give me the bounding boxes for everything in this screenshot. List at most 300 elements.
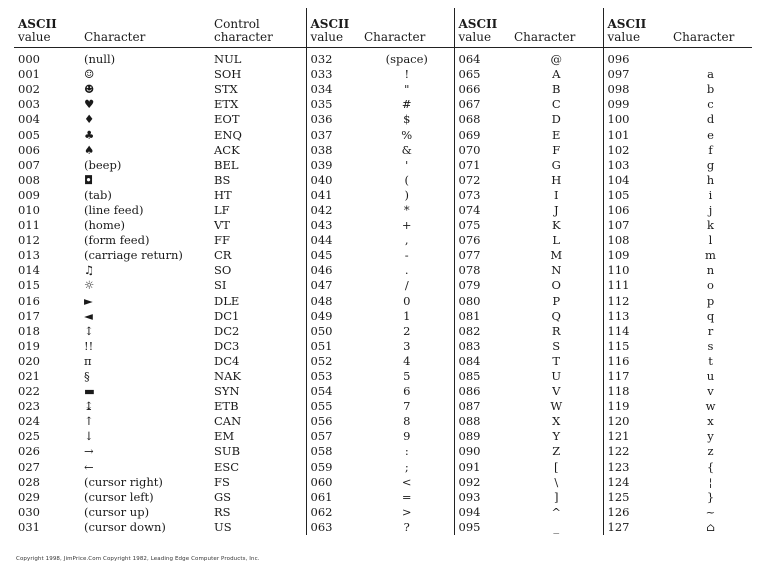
control-character-cell: VT	[214, 218, 230, 233]
character-cell: %	[401, 127, 413, 142]
character-cell: U	[551, 369, 562, 384]
table-row	[14, 294, 752, 309]
ascii-value-cell: 060	[306, 475, 360, 490]
ascii-value-cell: 059	[306, 460, 360, 475]
control-character-cell: NAK	[214, 369, 241, 384]
ascii-value-cell: 041	[306, 188, 360, 203]
ascii-value-cell: 009	[18, 187, 40, 202]
ascii-value-cell: 046	[306, 263, 360, 278]
table-row	[14, 505, 752, 520]
table-row	[14, 399, 752, 414]
control-character-cell: RS	[214, 504, 231, 519]
character-cell: <	[401, 474, 412, 489]
character-cell: (cursor left)	[84, 489, 154, 504]
ascii-value-cell: 071	[454, 158, 510, 173]
character-cell: =	[401, 489, 412, 504]
ascii-value-cell: 073	[454, 188, 510, 203]
character-cell: .	[404, 263, 409, 278]
table-row	[14, 158, 752, 173]
ascii-value-cell: 061	[306, 490, 360, 505]
ascii-value-cell: 057	[306, 429, 360, 444]
character-cell: f	[708, 142, 713, 157]
ascii-value-cell: 055	[306, 399, 360, 414]
col-header-character-1: Character	[360, 8, 454, 48]
character-cell: G	[551, 157, 561, 172]
character-cell: K	[551, 218, 561, 233]
ascii-value-cell: 021	[18, 369, 40, 384]
control-character-cell: DC3	[214, 338, 240, 353]
control-character-cell: EOT	[214, 112, 240, 127]
character-cell: ♠	[84, 142, 95, 157]
character-cell: @	[550, 52, 562, 67]
character-cell: 4	[403, 353, 411, 368]
ascii-value-cell: 080	[454, 294, 510, 309]
character-cell: m	[705, 248, 716, 263]
ascii-value-cell: 100	[603, 112, 669, 127]
character-cell: +	[401, 218, 412, 233]
character-cell: (carriage return)	[84, 248, 183, 263]
character-cell: S	[552, 338, 561, 353]
character-cell: u	[706, 369, 715, 384]
control-character-cell: ETX	[214, 97, 239, 112]
character-cell: #	[401, 97, 412, 112]
ascii-value-cell: 024	[18, 414, 40, 429]
ascii-value-cell: 122	[603, 444, 669, 459]
ascii-value-cell: 095	[454, 520, 510, 535]
character-cell: ↑	[84, 414, 94, 429]
character-cell: e	[707, 127, 714, 142]
control-character-cell: STX	[214, 82, 238, 97]
copyright-footer: Copyright 1998, JimPrice.Com Copyright 1982, Leading Edge Computer Products, Inc.	[16, 556, 260, 562]
table-row	[14, 248, 752, 263]
ascii-value-cell: 116	[603, 354, 669, 369]
table-row	[14, 460, 752, 475]
ascii-value-cell: 104	[603, 173, 669, 188]
character-cell: B	[552, 82, 561, 97]
character-cell: N	[551, 263, 562, 278]
col-header-character-3: Character	[669, 8, 752, 48]
character-cell: ←	[84, 459, 94, 474]
character-cell: (home)	[84, 218, 126, 233]
ascii-value-cell: 097	[603, 67, 669, 82]
table-row	[14, 444, 752, 459]
ascii-value-cell: 114	[603, 324, 669, 339]
character-cell: Y	[552, 429, 561, 444]
ascii-value-cell: 027	[18, 459, 40, 474]
ascii-value-cell: 086	[454, 384, 510, 399]
character-cell: ♥	[84, 97, 95, 112]
ascii-value-cell: 007	[18, 157, 40, 172]
character-cell: ◘	[84, 172, 94, 187]
ascii-value-cell: 106	[603, 203, 669, 218]
character-cell: (cursor up)	[84, 504, 150, 519]
ascii-value-cell: 045	[306, 248, 360, 263]
table-row	[14, 112, 752, 127]
col-header-ascii-value-0: ASCII value	[14, 8, 80, 48]
character-cell: V	[552, 384, 561, 399]
ascii-value-cell: 094	[454, 505, 510, 520]
ascii-value-cell: 064	[454, 48, 510, 68]
character-cell	[669, 48, 752, 68]
character-cell: ¦	[708, 474, 713, 489]
ascii-value-cell: 040	[306, 173, 360, 188]
character-cell: 2	[403, 323, 411, 338]
ascii-value-cell: 065	[454, 67, 510, 82]
character-cell: T	[552, 353, 561, 368]
character-cell: 6	[403, 384, 411, 399]
ascii-value-cell: 043	[306, 218, 360, 233]
character-cell: ]	[554, 489, 559, 504]
ascii-value-cell: 099	[603, 97, 669, 112]
ascii-value-cell: 037	[306, 127, 360, 142]
ascii-value-cell: 011	[18, 218, 40, 233]
ascii-value-cell: 127	[603, 520, 669, 535]
character-cell: &	[401, 142, 412, 157]
ascii-value-cell: 030	[18, 504, 40, 519]
character-cell: Z	[552, 444, 561, 459]
control-character-cell: NUL	[214, 52, 242, 67]
character-cell: x	[707, 414, 714, 429]
character-cell: (null)	[84, 52, 116, 67]
ascii-value-cell: 092	[454, 475, 510, 490]
ascii-value-cell: 049	[306, 309, 360, 324]
ascii-chart-page	[14, 8, 762, 562]
character-cell: J	[553, 202, 559, 217]
ascii-value-cell: 020	[18, 353, 40, 368]
ascii-value-cell: 110	[603, 263, 669, 278]
character-cell: (cursor down)	[84, 519, 166, 534]
ascii-value-cell: 090	[454, 444, 510, 459]
character-cell: (	[404, 172, 409, 187]
ascii-value-cell: 068	[454, 112, 510, 127]
ascii-value-cell: 113	[603, 309, 669, 324]
ascii-value-cell: 017	[18, 308, 40, 323]
ascii-value-cell: 062	[306, 505, 360, 520]
character-cell: ♣	[84, 127, 95, 142]
control-character-cell: ACK	[214, 142, 240, 157]
character-cell: {	[706, 459, 715, 474]
ascii-value-cell: 012	[18, 233, 40, 248]
ascii-value-cell: 096	[603, 48, 669, 68]
ascii-value-cell: 125	[603, 490, 669, 505]
character-cell: ☺	[84, 67, 95, 82]
character-cell: 1	[403, 308, 411, 323]
character-cell: ,	[404, 233, 409, 248]
character-cell: ◄	[84, 308, 93, 323]
character-cell: y	[707, 429, 714, 444]
control-character-cell: LF	[214, 202, 230, 217]
character-cell: 9	[403, 429, 411, 444]
ascii-value-cell: 058	[306, 444, 360, 459]
table-row	[14, 339, 752, 354]
ascii-value-cell: 063	[306, 520, 360, 535]
control-character-cell: DC4	[214, 353, 240, 368]
ascii-value-cell: 098	[603, 82, 669, 97]
table-row	[14, 309, 752, 324]
ascii-table	[14, 8, 752, 535]
table-row	[14, 218, 752, 233]
character-cell: ^	[551, 504, 562, 519]
ascii-value-cell: 075	[454, 218, 510, 233]
control-character-cell: US	[214, 519, 232, 534]
ascii-value-cell: 052	[306, 354, 360, 369]
character-cell: ?	[403, 519, 410, 534]
ascii-value-cell: 038	[306, 143, 360, 158]
character-cell: o	[707, 278, 714, 293]
character-cell: ♦	[84, 112, 95, 127]
ascii-value-cell: 000	[18, 52, 40, 67]
table-row	[14, 127, 752, 142]
character-cell: n	[706, 263, 715, 278]
character-cell: !!	[84, 338, 94, 353]
character-cell: l	[708, 233, 713, 248]
character-cell: Q	[551, 308, 561, 323]
col-header-control-character: Control character	[210, 8, 306, 48]
table-row	[14, 188, 752, 203]
character-cell: )	[404, 187, 409, 202]
character-cell: ☻	[84, 82, 95, 97]
table-row	[14, 67, 752, 82]
ascii-value-cell: 034	[306, 82, 360, 97]
ascii-value-cell: 053	[306, 369, 360, 384]
ascii-value-cell: 079	[454, 278, 510, 293]
ascii-value-cell: 005	[18, 127, 40, 142]
character-cell: P	[552, 293, 561, 308]
ascii-value-cell: 108	[603, 233, 669, 248]
table-row	[14, 384, 752, 399]
character-cell: ►	[84, 293, 93, 308]
control-character-cell: SYN	[214, 384, 240, 399]
ascii-value-cell: 018	[18, 323, 40, 338]
ascii-value-cell: 056	[306, 414, 360, 429]
ascii-value-cell: 016	[18, 293, 40, 308]
character-cell: ⌂	[706, 519, 715, 534]
character-cell: ▬	[84, 384, 95, 399]
ascii-value-cell: 051	[306, 339, 360, 354]
character-cell: $	[403, 112, 411, 127]
character-cell: (tab)	[84, 187, 112, 202]
ascii-value-cell: 015	[18, 278, 40, 293]
ascii-value-cell: 102	[603, 143, 669, 158]
ascii-value-cell: 076	[454, 233, 510, 248]
character-cell: !	[404, 67, 410, 82]
table-row	[14, 490, 752, 505]
ascii-value-cell: 105	[603, 188, 669, 203]
character-cell: >	[401, 504, 412, 519]
ascii-value-cell: 121	[603, 429, 669, 444]
character-cell: _	[553, 519, 560, 534]
control-character-cell: BS	[214, 172, 231, 187]
character-cell: §	[84, 369, 90, 384]
character-cell: (space)	[385, 52, 428, 67]
character-cell: \	[554, 474, 559, 489]
control-character-cell: SUB	[214, 444, 241, 459]
character-cell: a	[707, 67, 714, 82]
ascii-value-cell: 078	[454, 263, 510, 278]
ascii-value-cell: 022	[18, 384, 40, 399]
ascii-value-cell: 033	[306, 67, 360, 82]
ascii-value-cell: 006	[18, 142, 40, 157]
table-row	[14, 143, 752, 158]
character-cell: s	[707, 338, 714, 353]
control-character-cell: SI	[214, 278, 227, 293]
character-cell: z	[707, 444, 714, 459]
character-cell: (beep)	[84, 157, 122, 172]
table-row	[14, 369, 752, 384]
table-row	[14, 173, 752, 188]
table-row	[14, 203, 752, 218]
ascii-value-cell: 023	[18, 399, 40, 414]
ascii-value-cell: 036	[306, 112, 360, 127]
ascii-value-cell: 091	[454, 460, 510, 475]
character-cell: H	[551, 172, 562, 187]
col-header-ascii-value-1: ASCII value	[306, 8, 360, 48]
character-cell: →	[84, 444, 94, 459]
ascii-value-cell: 047	[306, 278, 360, 293]
character-cell: *	[403, 202, 410, 217]
control-character-cell: BEL	[214, 157, 239, 172]
ascii-value-cell: 048	[306, 294, 360, 309]
character-cell: ↕	[84, 323, 94, 338]
character-cell: π	[84, 353, 92, 368]
ascii-value-cell: 066	[454, 82, 510, 97]
character-cell: ~	[705, 504, 716, 519]
character-cell: 5	[403, 369, 411, 384]
table-row	[14, 429, 752, 444]
character-cell: (cursor right)	[84, 474, 163, 489]
control-character-cell: SOH	[214, 67, 242, 82]
ascii-value-cell: 035	[306, 97, 360, 112]
control-character-cell: DC1	[214, 308, 240, 323]
character-cell: E	[552, 127, 561, 142]
table-row	[14, 263, 752, 278]
ascii-value-cell: 008	[18, 172, 40, 187]
table-row	[14, 233, 752, 248]
character-cell: j	[708, 202, 713, 217]
ascii-value-cell: 003	[18, 97, 40, 112]
ascii-value-cell: 088	[454, 414, 510, 429]
control-character-cell: FF	[214, 233, 230, 248]
character-cell: (form feed)	[84, 233, 150, 248]
ascii-value-cell: 028	[18, 474, 40, 489]
character-cell: :	[404, 444, 409, 459]
character-cell: t	[708, 353, 713, 368]
ascii-value-cell: 087	[454, 399, 510, 414]
character-cell: k	[707, 218, 714, 233]
character-cell: X	[552, 414, 561, 429]
ascii-value-cell: 101	[603, 127, 669, 142]
ascii-value-cell: 039	[306, 158, 360, 173]
table-row	[14, 520, 752, 535]
character-cell: h	[706, 172, 715, 187]
ascii-value-cell: 118	[603, 384, 669, 399]
character-cell: -	[404, 248, 409, 263]
character-cell: '	[405, 157, 409, 172]
ascii-value-cell: 054	[306, 384, 360, 399]
table-row	[14, 97, 752, 112]
ascii-value-cell: 014	[18, 263, 40, 278]
character-cell: q	[706, 308, 715, 323]
ascii-value-cell: 077	[454, 248, 510, 263]
ascii-value-cell: 089	[454, 429, 510, 444]
character-cell: 8	[403, 414, 411, 429]
ascii-value-cell: 019	[18, 338, 40, 353]
character-cell: ♫	[84, 263, 95, 278]
character-cell: W	[550, 399, 563, 414]
ascii-value-cell: 082	[454, 324, 510, 339]
ascii-value-cell: 067	[454, 97, 510, 112]
character-cell: "	[404, 82, 410, 97]
ascii-value-cell: 032	[306, 48, 360, 68]
ascii-value-cell: 025	[18, 429, 40, 444]
ascii-value-cell: 026	[18, 444, 40, 459]
character-cell: ☼	[84, 278, 95, 293]
character-cell: g	[706, 157, 715, 172]
ascii-value-cell: 123	[603, 460, 669, 475]
ascii-value-cell: 103	[603, 158, 669, 173]
control-character-cell: DC2	[214, 323, 240, 338]
character-cell: A	[552, 67, 561, 82]
ascii-value-cell: 070	[454, 143, 510, 158]
character-cell: c	[707, 97, 714, 112]
control-character-cell: ETB	[214, 399, 239, 414]
col-header-character-0: Character	[80, 8, 210, 48]
character-cell: 0	[403, 293, 411, 308]
ascii-value-cell: 081	[454, 309, 510, 324]
character-cell: ;	[404, 459, 409, 474]
character-cell: I	[553, 187, 559, 202]
table-row	[14, 354, 752, 369]
control-character-cell: EM	[214, 429, 235, 444]
ascii-value-cell: 050	[306, 324, 360, 339]
ascii-value-cell: 029	[18, 489, 40, 504]
ascii-table-header	[14, 8, 752, 48]
control-character-cell: ENQ	[214, 127, 242, 142]
ascii-value-cell: 115	[603, 339, 669, 354]
ascii-value-cell: 085	[454, 369, 510, 384]
control-character-cell: FS	[214, 474, 230, 489]
character-cell: d	[706, 112, 715, 127]
ascii-value-cell: 072	[454, 173, 510, 188]
col-header-ascii-value-2: ASCII value	[454, 8, 510, 48]
ascii-value-cell: 111	[603, 278, 669, 293]
character-cell: }	[706, 489, 715, 504]
control-character-cell: CR	[214, 248, 232, 263]
character-cell: R	[551, 323, 561, 338]
ascii-value-cell: 119	[603, 399, 669, 414]
character-cell: p	[706, 293, 715, 308]
character-cell: F	[552, 142, 561, 157]
ascii-value-cell: 083	[454, 339, 510, 354]
ascii-value-cell: 013	[18, 248, 40, 263]
control-character-cell: SO	[214, 263, 232, 278]
character-cell: C	[551, 97, 561, 112]
ascii-value-cell: 044	[306, 233, 360, 248]
ascii-value-cell: 112	[603, 294, 669, 309]
table-row	[14, 475, 752, 490]
character-cell: L	[552, 233, 561, 248]
ascii-value-cell: 124	[603, 475, 669, 490]
character-cell: /	[404, 278, 409, 293]
ascii-value-cell: 120	[603, 414, 669, 429]
character-cell: ↓	[84, 429, 94, 444]
table-row	[14, 278, 752, 293]
character-cell: 3	[403, 338, 411, 353]
character-cell: O	[551, 278, 561, 293]
ascii-value-cell: 084	[454, 354, 510, 369]
col-header-character-2: Character	[510, 8, 603, 48]
ascii-value-cell: 093	[454, 490, 510, 505]
